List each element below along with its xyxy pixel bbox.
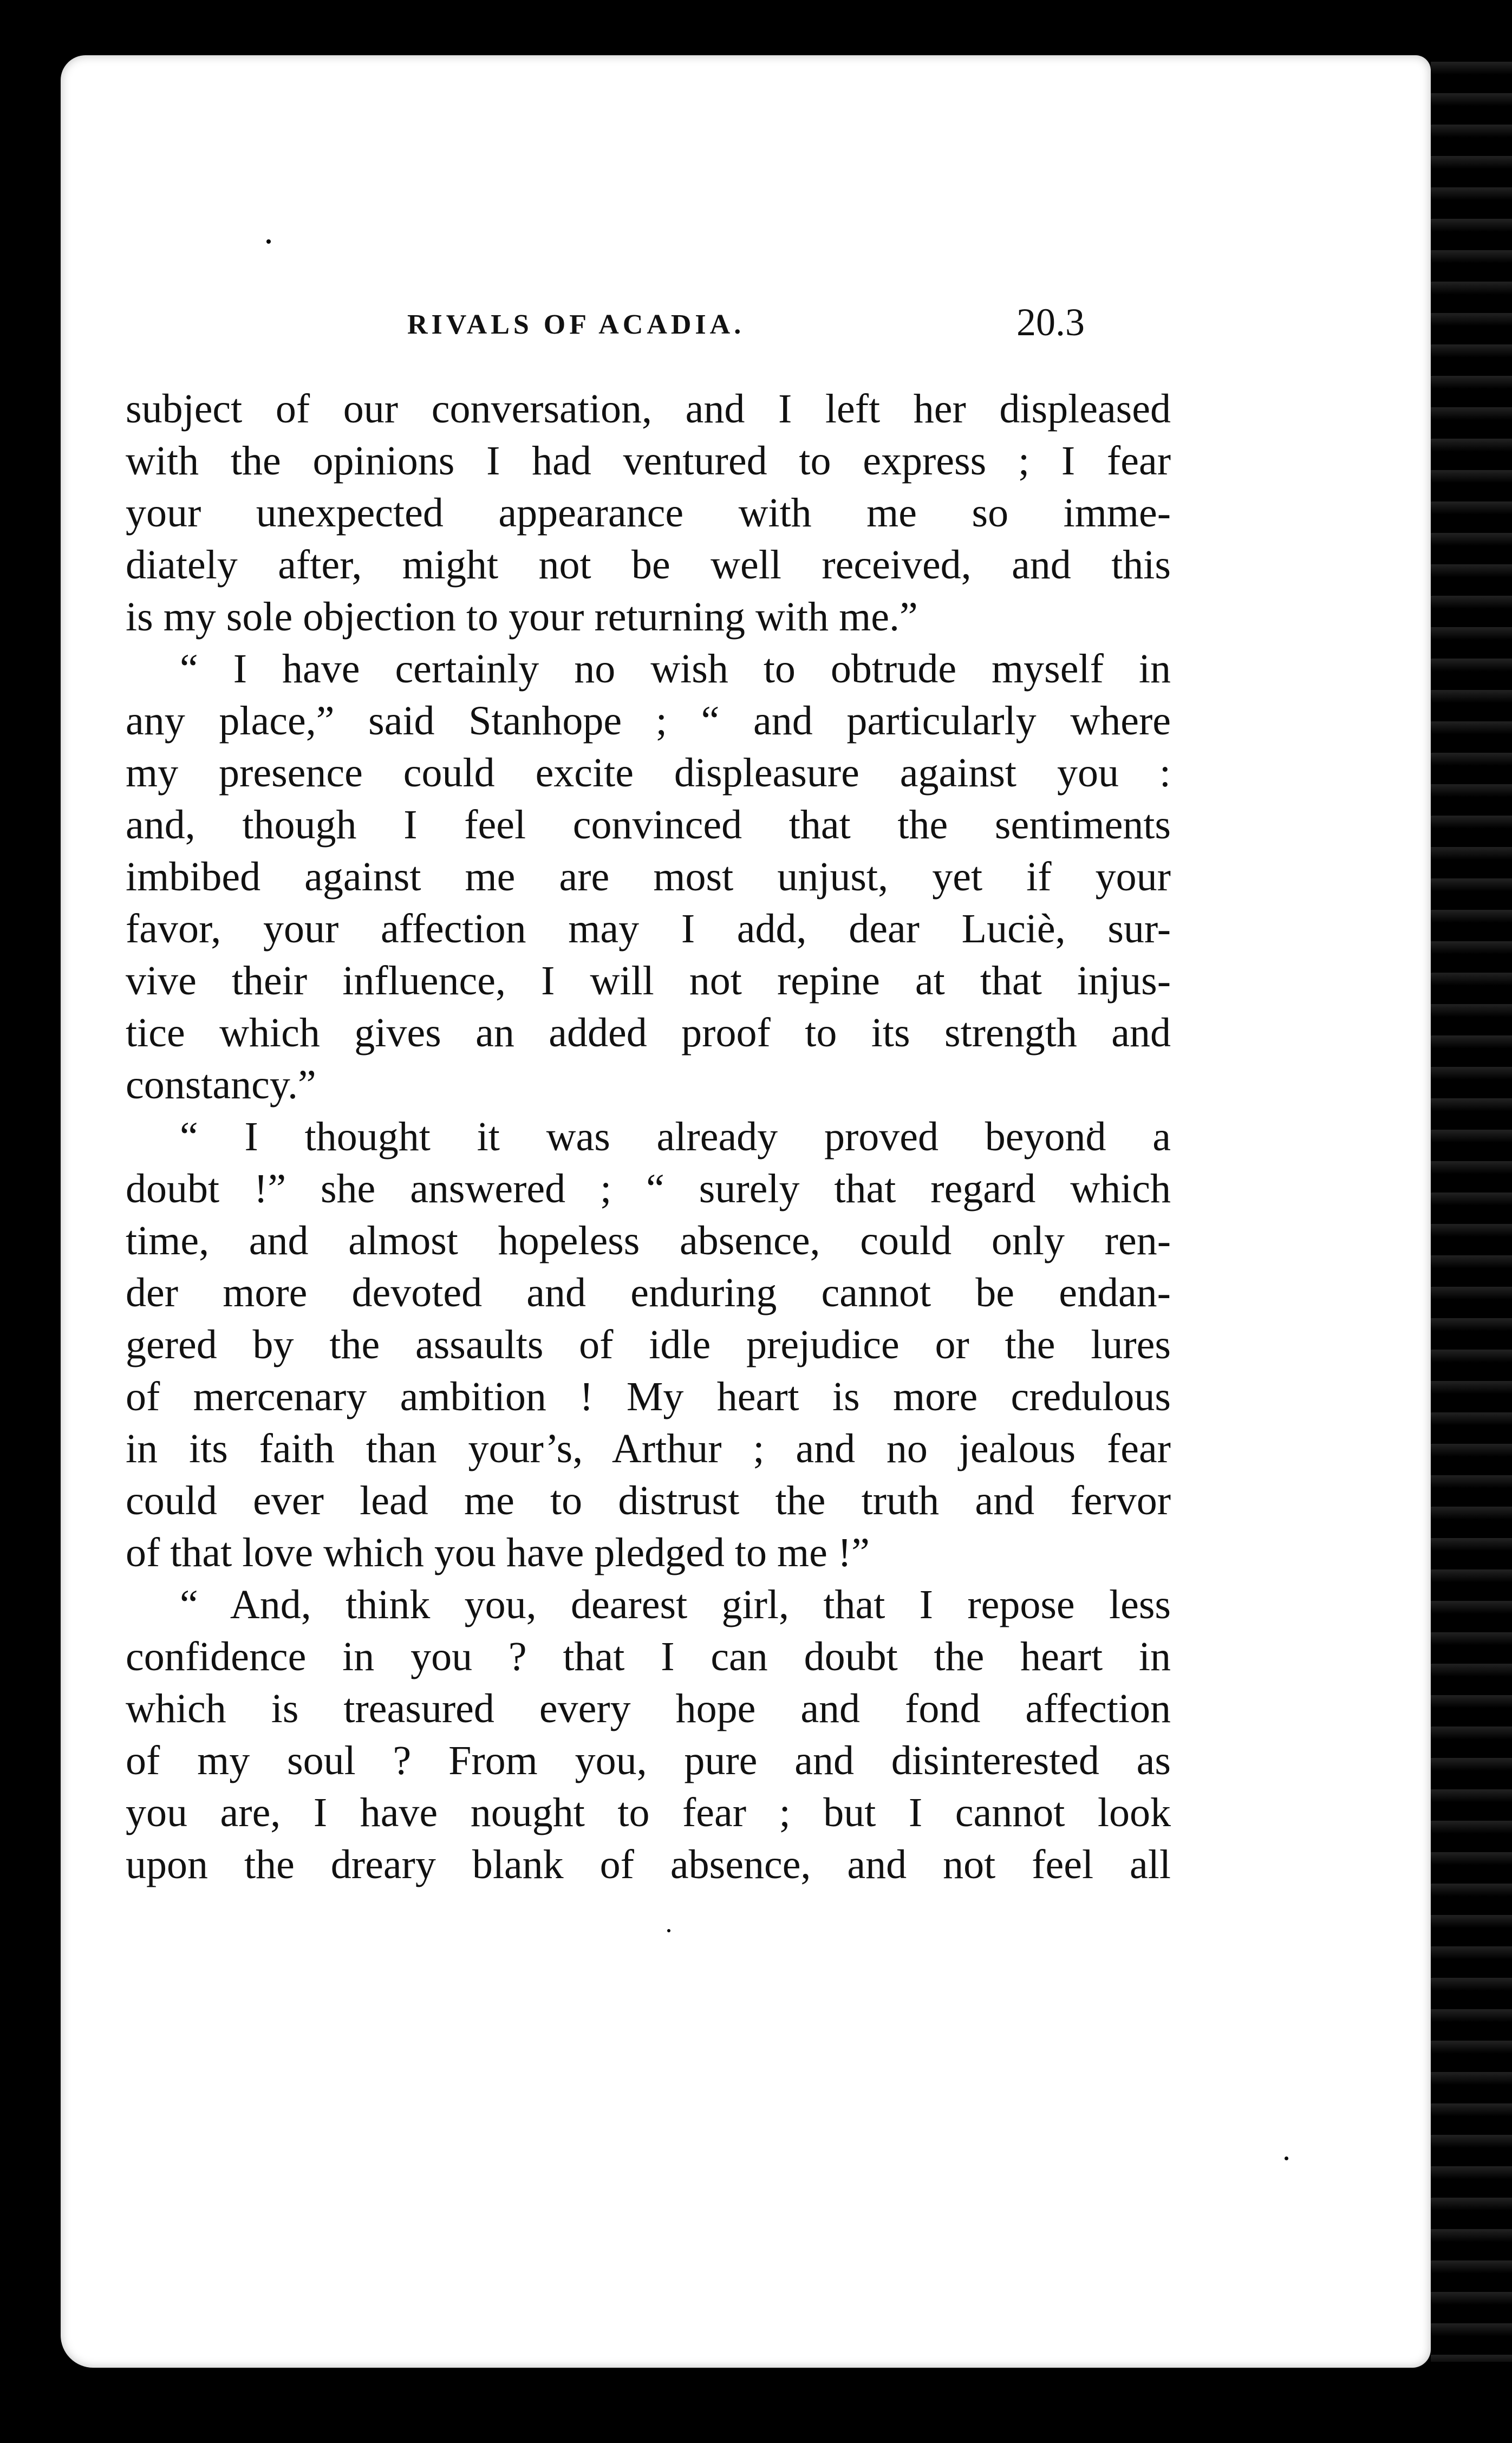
- text-line: of my soul ? From you, pure and disinterested as: [126, 1738, 1171, 1783]
- text-line: confidence in you ? that I can doubt the heart in: [126, 1634, 1171, 1679]
- text-line: which is treasured every hope and fond affection: [126, 1686, 1171, 1731]
- text-line: “ And, think you, dearest girl, that I repose less: [180, 1582, 1171, 1627]
- body-text: [126, 383, 1171, 1891]
- scan-border-right: [1431, 43, 1512, 2400]
- text-line: subject of our conversation, and I left her displeased: [126, 386, 1171, 432]
- text-line: tice which gives an added proof to its strength and: [126, 1010, 1171, 1056]
- text-line: of that love which you have pledged to me !”: [126, 1530, 870, 1575]
- text-line: der more devoted and enduring cannot be endan-: [126, 1270, 1171, 1315]
- text-line: favor, your affection may I add, dear Luciè, sur-: [126, 906, 1171, 952]
- page-number: 20.3: [1016, 301, 1085, 344]
- text-line: of mercenary ambition ! My heart is more credulous: [126, 1374, 1171, 1419]
- text-line: “ I have certainly no wish to obtrude myself in: [180, 646, 1171, 692]
- text-line: my presence could excite displeasure against you :: [126, 750, 1171, 796]
- text-line: in its faith than your’s, Arthur ; and no jealous fear: [126, 1426, 1171, 1471]
- text-line: your unexpected appearance with me so imme-: [126, 490, 1171, 536]
- text-line: imbibed against me are most unjust, yet if your: [126, 854, 1171, 900]
- ink-speck: [266, 239, 271, 244]
- text-line: any place,” said Stanhope ; “ and particularly where: [126, 698, 1171, 744]
- text-line: could ever lead me to distrust the truth and fervor: [126, 1478, 1171, 1523]
- text-line: upon the dreary blank of absence, and not feel all: [126, 1842, 1171, 1887]
- scan-border-left: [0, 0, 65, 2443]
- text-line: you are, I have nought to fear ; but I cannot look: [126, 1790, 1171, 1835]
- text-line: gered by the assaults of idle prejudice or the lures: [126, 1322, 1171, 1367]
- text-line: time, and almost hopeless absence, could only ren-: [126, 1218, 1171, 1263]
- text-line: “ I thought it was already proved beyond a: [180, 1114, 1171, 1159]
- text-line: diately after, might not be well received, and this: [126, 542, 1171, 588]
- text-line: with the opinions I had ventured to express ; I fear: [126, 438, 1171, 484]
- scan-border-bottom: [0, 2362, 1512, 2443]
- ink-speck: [667, 1929, 670, 1932]
- book-page: [61, 55, 1431, 2368]
- text-line: is my sole objection to your returning with me.”: [126, 594, 918, 640]
- text-line: and, though I feel convinced that the sentiments: [126, 802, 1171, 848]
- ink-speck: [1285, 2157, 1288, 2160]
- text-line: doubt !” she answered ; “ surely that regard which: [126, 1166, 1171, 1211]
- text-line: constancy.”: [126, 1062, 316, 1108]
- running-title: RIVALS OF ACADIA.: [407, 309, 745, 340]
- text-line: vive their influence, I will not repine at that injus-: [126, 958, 1171, 1004]
